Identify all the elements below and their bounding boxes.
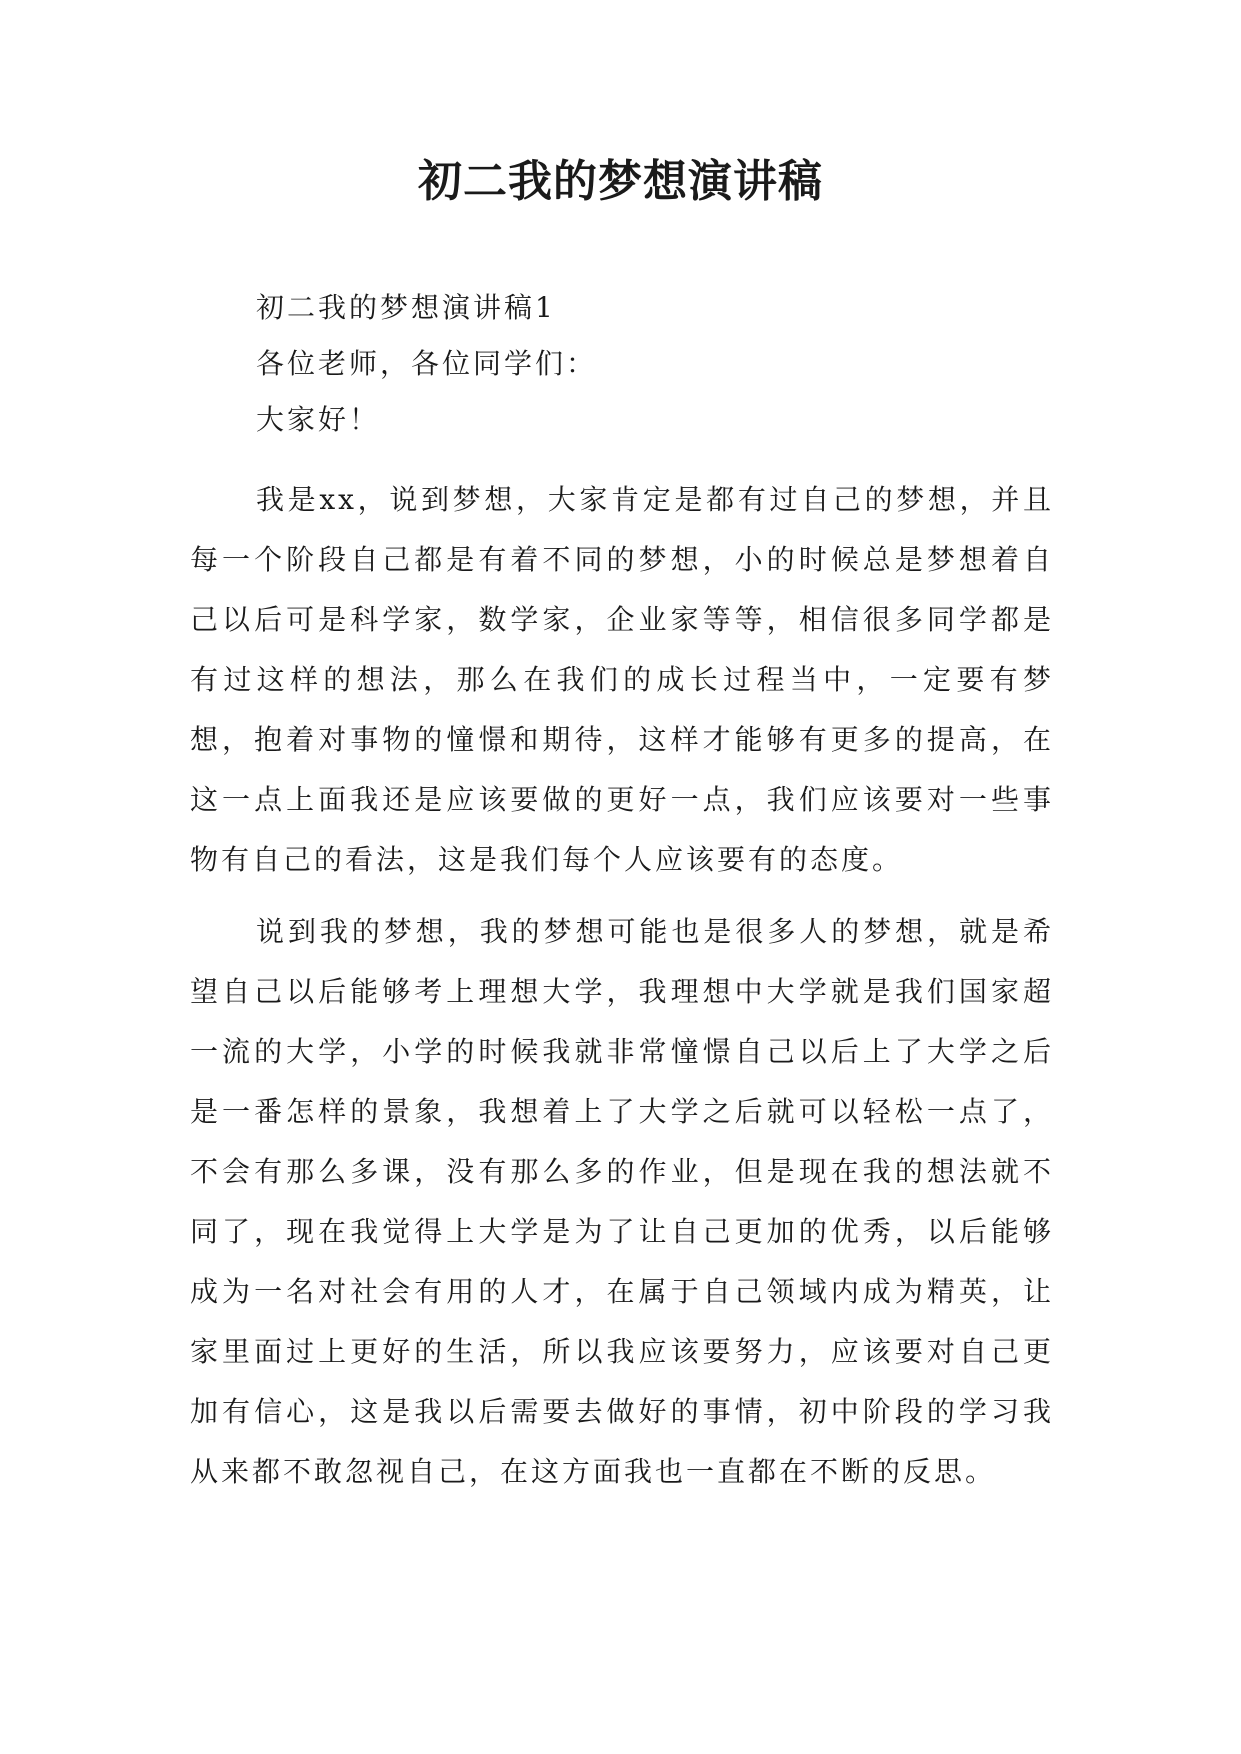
spacer	[190, 890, 1054, 902]
spacer	[190, 458, 1054, 470]
paragraph-2: 说到我的梦想，我的梦想可能也是很多人的梦想，就是希望自己以后能够考上理想大学，我理想中大学就是我们国家超一流的大学，小学的时候我就非常憧憬自己以后上了大学之后是一番怎样的景象，我想着上了大学之后就可以轻松一点了，不会有那么多课，没有那么多的作业，但是现在我的想法就不同了，现在我觉得上大学是为了让自己更加的优秀，以后能够成为一名对社会有用的人才，在属于自己领域内成为精英，让家里面过上更好的生活，所以我应该要努力，应该要对自己更加有信心，这是我以后需要去做好的事情，初中阶段的学习我从来都不敢忽视自己，在这方面我也一直都在不断的反思。	[190, 915, 1054, 1488]
document-title: 初二我的梦想演讲稿	[418, 156, 823, 207]
greeting: 大家好！	[256, 403, 381, 436]
speech-subtitle: 初二我的梦想演讲稿1	[256, 291, 556, 324]
salutation: 各位老师，各位同学们：	[256, 347, 598, 380]
paragraph-1: 我是xx，说到梦想，大家肯定是都有过自己的梦想，并且每一个阶段自己都是有着不同的梦想，小的时候总是梦想着自己以后可是科学家，数学家，企业家等等，相信很多同学都是有过这样的想法，那么在我们的成长过程当中，一定要有梦想，抱着对事物的憧憬和期待，这样才能够有更多的提高，在这一点上面我还是应该要做的更好一点，我们应该要对一些事物有自己的看法，这是我们每个人应该要有的态度。	[190, 483, 1054, 876]
document-body	[190, 290, 1054, 1502]
